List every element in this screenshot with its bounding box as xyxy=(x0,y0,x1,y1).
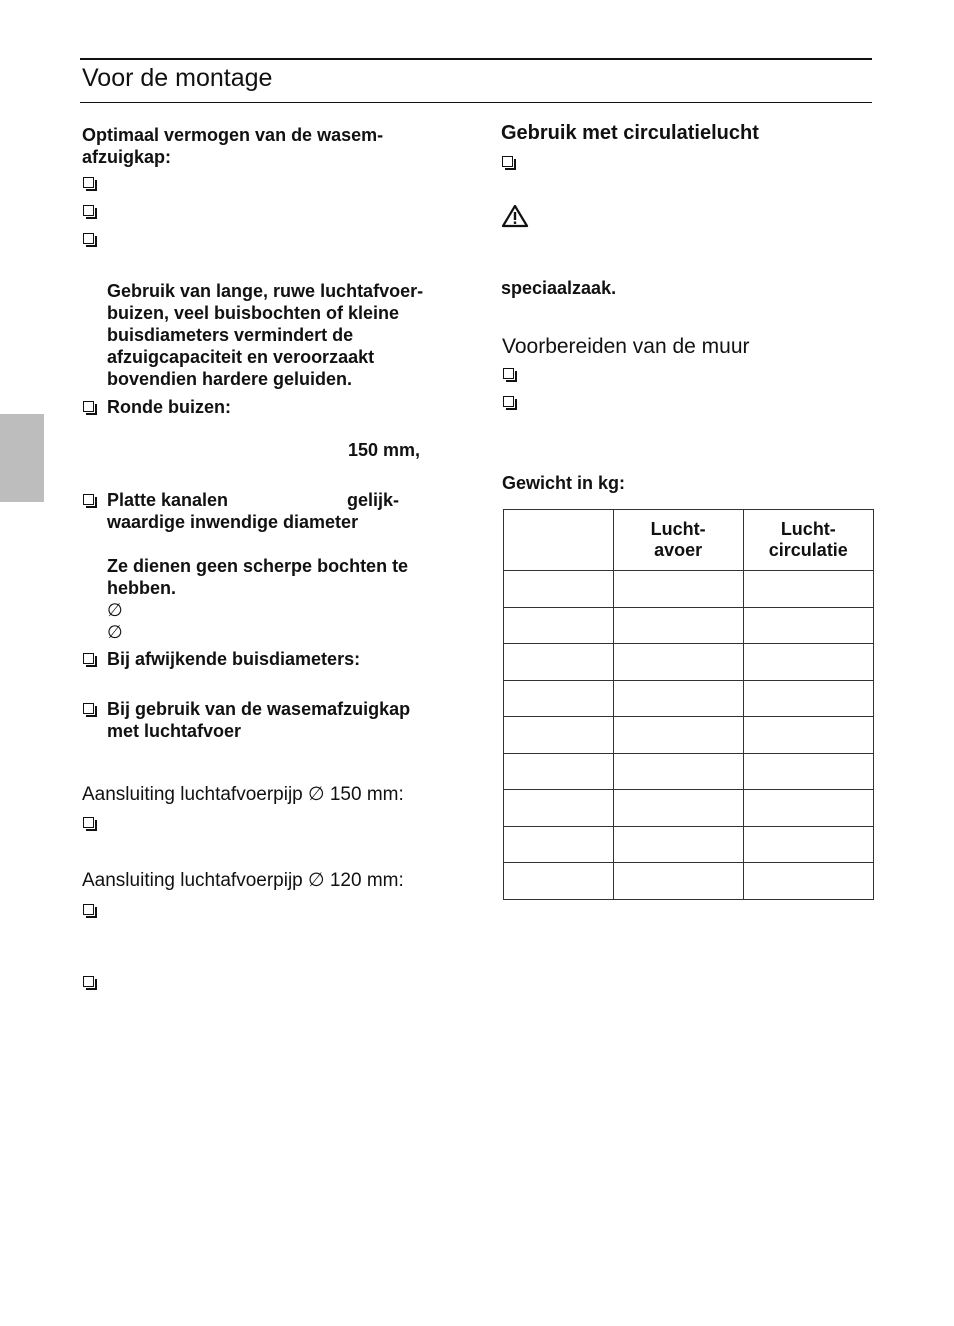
table-cell xyxy=(743,644,873,681)
speciaalzaak-text: speciaalzaak. xyxy=(501,278,617,298)
section-heading-120: Aansluiting luchtafvoerpijp ∅ 120 mm: xyxy=(82,870,404,891)
table-row xyxy=(504,644,874,681)
checkbox-bullet-icon xyxy=(503,368,514,379)
checkbox-bullet-icon xyxy=(83,904,94,915)
section-heading-muur: Voorbereiden van de muur xyxy=(502,335,750,358)
platte-kanalen-line-2: waardige inwendige diameter xyxy=(107,512,359,532)
checkbox-bullet-icon xyxy=(83,401,94,412)
table-cell xyxy=(613,790,743,827)
table-header-luchtcirculatie xyxy=(743,510,873,571)
table-cell xyxy=(613,607,743,644)
table-cell xyxy=(613,644,743,681)
table-cell xyxy=(613,717,743,754)
paragraph-line-3: buisdiameters vermindert de xyxy=(107,325,354,345)
table-row xyxy=(504,717,874,754)
paragraph-line-2: buizen, veel buisbochten of kleine xyxy=(107,303,400,323)
table-cell xyxy=(504,753,614,790)
table-row xyxy=(504,826,874,863)
checkbox-bullet-icon xyxy=(502,156,513,167)
side-tab-marker xyxy=(0,414,44,502)
checkbox-bullet-icon xyxy=(83,494,94,505)
table-cell xyxy=(504,644,614,681)
bij-gebruik-line-2: met luchtafvoer xyxy=(107,721,242,741)
table-cell xyxy=(743,680,873,717)
section-heading-150: Aansluiting luchtafvoerpijp ∅ 150 mm: xyxy=(82,784,404,805)
table-row xyxy=(504,863,874,900)
header-line: Lucht- xyxy=(650,519,706,539)
top-rule xyxy=(80,58,872,60)
table-row xyxy=(504,607,874,644)
table-cell xyxy=(613,863,743,900)
intro-line-1: Optimaal vermogen van de wasem- xyxy=(82,125,384,145)
table-cell xyxy=(613,680,743,717)
header-line: avoer xyxy=(654,540,703,560)
table-row xyxy=(504,571,874,608)
title-underline xyxy=(80,102,872,103)
ronde-buizen-value: 150 mm, xyxy=(348,440,421,460)
header-line: circulatie xyxy=(768,540,848,560)
checkbox-bullet-icon xyxy=(83,703,94,714)
bij-gebruik-line-1: Bij gebruik van de wasemafzuigkap xyxy=(107,699,411,719)
table-header-luchtafvoer xyxy=(613,510,743,571)
bochten-line-2: hebben. xyxy=(107,578,177,598)
paragraph-line-1: Gebruik van lange, ruwe luchtafvoer- xyxy=(107,281,424,301)
table-cell xyxy=(613,826,743,863)
gewicht-label: Gewicht in kg: xyxy=(502,473,626,493)
paragraph-line-5: bovendien hardere geluiden. xyxy=(107,369,353,389)
table-cell xyxy=(743,607,873,644)
page-title: Voor de montage xyxy=(82,64,273,92)
table-cell xyxy=(743,571,873,608)
table-cell xyxy=(504,790,614,827)
table-cell xyxy=(613,753,743,790)
weight-table xyxy=(503,509,874,900)
warning-triangle-icon xyxy=(501,204,529,228)
table-row xyxy=(504,680,874,717)
platte-kanalen-gelijk: gelijk- xyxy=(347,490,400,510)
paragraph-line-4: afzuigcapaciteit en veroorzaakt xyxy=(107,347,375,367)
table-cell xyxy=(743,790,873,827)
table-cell xyxy=(743,717,873,754)
checkbox-bullet-icon xyxy=(83,177,94,188)
table-cell xyxy=(743,753,873,790)
checkbox-bullet-icon xyxy=(83,233,94,244)
table-cell xyxy=(504,571,614,608)
table-header-cell xyxy=(504,510,614,571)
bochten-line-1: Ze dienen geen scherpe bochten te xyxy=(107,556,409,576)
table-cell xyxy=(743,863,873,900)
section-heading-circulatie: Gebruik met circulatielucht xyxy=(501,122,759,144)
platte-kanalen-label: Platte kanalen xyxy=(107,490,229,510)
header-line: Lucht- xyxy=(780,519,836,539)
table-cell xyxy=(504,826,614,863)
intro-line-2: afzuigkap: xyxy=(82,147,172,167)
checkbox-bullet-icon xyxy=(83,205,94,216)
table-header-row xyxy=(504,510,874,571)
table-cell xyxy=(504,607,614,644)
bij-afwijkende-label: Bij afwijkende buisdiameters: xyxy=(107,649,361,669)
diameter-symbol: ∅ xyxy=(107,622,123,642)
table-cell xyxy=(743,826,873,863)
table-cell xyxy=(504,863,614,900)
table-cell xyxy=(504,717,614,754)
table-row xyxy=(504,753,874,790)
table-row xyxy=(504,790,874,827)
table-cell xyxy=(504,680,614,717)
diameter-symbol: ∅ xyxy=(107,600,123,620)
checkbox-bullet-icon xyxy=(83,817,94,828)
checkbox-bullet-icon xyxy=(83,653,94,664)
checkbox-bullet-icon xyxy=(83,976,94,987)
table-cell xyxy=(613,571,743,608)
checkbox-bullet-icon xyxy=(503,396,514,407)
ronde-buizen-label: Ronde buizen: xyxy=(107,397,231,417)
